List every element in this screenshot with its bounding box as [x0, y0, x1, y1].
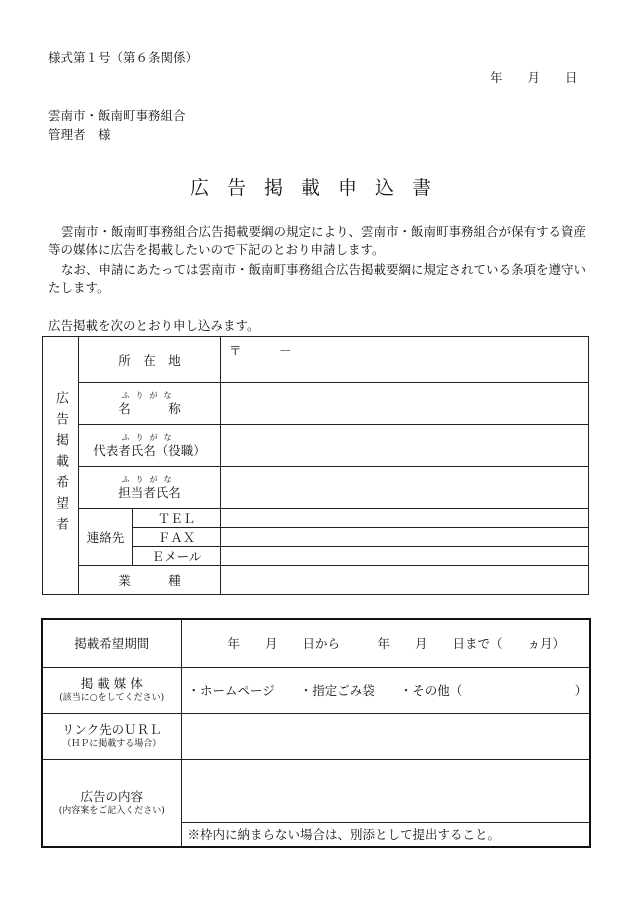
media-note: (該当に○をしてください) — [59, 693, 165, 703]
applicant-group-label: 広告掲載希望者 — [53, 390, 68, 538]
content-note: (内容案をご記入ください) — [58, 805, 165, 816]
contact-person-field[interactable] — [221, 467, 589, 509]
period-label: 掲載希望期間 — [42, 619, 181, 667]
content-footnote-cell — [181, 822, 590, 847]
industry-label: 業 種 — [79, 566, 221, 595]
lead-text: 広告掲載を次のとおり申し込みます。 — [48, 318, 260, 333]
media-label-cell — [42, 667, 181, 713]
ad-table — [41, 618, 591, 848]
address-value: 〒 － — [229, 343, 292, 358]
email-field[interactable] — [221, 547, 589, 566]
rep-furigana: ふりがな — [121, 432, 178, 442]
media-options: ・ホームページ ・指定ごみ袋 ・その他（ ） — [187, 683, 588, 698]
address-field[interactable] — [221, 337, 589, 383]
content-label: 広告の内容 — [80, 788, 143, 804]
content-field[interactable] — [181, 759, 590, 822]
url-label-cell — [42, 713, 181, 759]
tel-label: ＴＥＬ — [133, 509, 221, 528]
rep-label: 代表者氏名（役職） — [93, 442, 206, 458]
name-label-cell — [79, 383, 221, 425]
contact-group-label: 連絡先 — [79, 509, 133, 566]
period-value: 年 月 日から 年 月 日まで（ ヵ月） — [227, 636, 566, 652]
page-title: 広告掲載申込書 — [190, 177, 450, 199]
name-furigana: ふりがな — [121, 390, 178, 400]
media-label: 掲 載 媒 体 — [80, 676, 143, 691]
url-note: （ＨＰに掲載する場合） — [62, 739, 162, 749]
industry-field[interactable] — [221, 566, 589, 595]
name-field[interactable] — [221, 383, 589, 425]
applicant-table — [42, 336, 589, 595]
address-label: 所 在 地 — [79, 337, 221, 383]
body-paragraph-1: 雲南市・飯南町事務組合広告掲載要綱の規定により、雲南市・飯南町事務組合が保有する資産等の媒体に広告を掲載したいので下記のとおり申請します。 — [48, 224, 587, 257]
fax-label: ＦＡＸ — [133, 528, 221, 547]
contact-person-label: 担当者氏名 — [118, 484, 181, 500]
content-label-cell — [42, 759, 181, 847]
date-line: 年 月 日 — [490, 70, 578, 85]
applicant-group-cell — [43, 337, 79, 595]
fax-field[interactable] — [221, 528, 589, 547]
form-number: 様式第１号（第６条関係） — [48, 50, 199, 65]
contact-person-label-cell — [79, 467, 221, 509]
body-paragraph-2: なお、申請にあたっては雲南市・飯南町事務組合広告掲載要綱に規定されている条項を遵守いたします。 — [48, 262, 587, 295]
email-label: Ｅメール — [133, 547, 221, 566]
rep-label-cell — [79, 425, 221, 467]
url-field[interactable] — [181, 713, 590, 759]
contact-furigana: ふりがな — [121, 474, 178, 484]
name-label: 名 称 — [118, 400, 181, 416]
rep-field[interactable] — [221, 425, 589, 467]
url-label: リンク先のＵＲＬ — [61, 722, 162, 737]
content-footnote: ※枠内に納まらない場合は、別添として提出すること。 — [187, 827, 501, 843]
recipient-org: 雲南市・飯南町事務組合 — [48, 108, 186, 123]
tel-field[interactable] — [221, 509, 589, 528]
media-options-field[interactable] — [181, 667, 590, 713]
recipient-title: 管理者 様 — [48, 127, 111, 142]
period-field[interactable] — [181, 619, 590, 667]
